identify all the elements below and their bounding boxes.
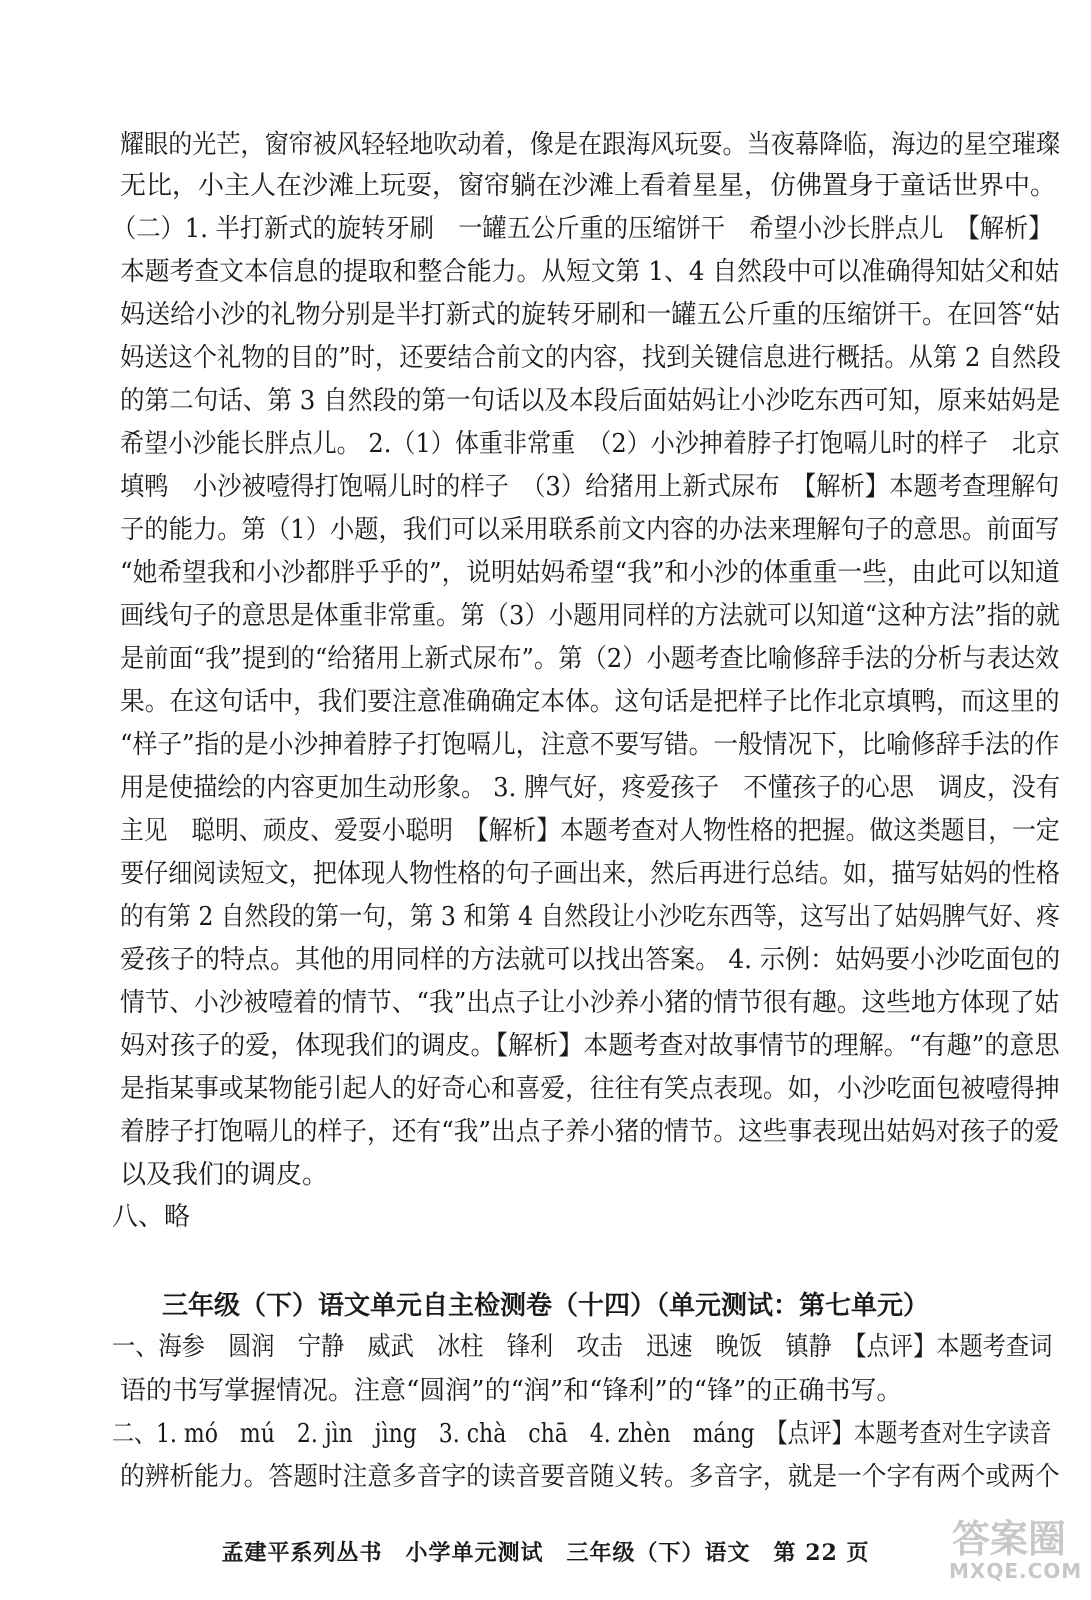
section-heading: 三年级（下）语文单元自主检测卷（十四）（单元测试：第七单元） <box>161 1291 929 1321</box>
text-line: 语的书写掌握情况。注意“圆润”的“润”和“锋利”的“锋”的正确书写。 <box>120 1376 903 1406</box>
text-line: 妈送这个礼物的目的”时，还要结合前文的内容，找到关键信息进行概括。从第 2 自然段 <box>120 343 1061 373</box>
text-line: 爱孩子的特点。其他的用同样的方法就可以找出答案。 4. 示例：姑妈要小沙吃面包的 <box>120 945 1061 975</box>
watermark-mark: 答案圈 <box>951 1517 1066 1561</box>
text-line: 的第二句话、第 3 自然段的第一句话以及本段后面姑妈让小沙吃东西可知，原来姑妈是 <box>120 386 1061 416</box>
text-line: 耀眼的光芒，窗帘被风轻轻地吹动着，像是在跟海风玩耍。当夜幕降临，海边的星空璀璨 <box>120 130 1060 160</box>
text-line: 的有第 2 自然段的第一句，第 3 和第 4 自然段让小沙吃东西等，这写出了姑妈脾气好、疼 <box>120 902 1060 932</box>
text-line: 画线句子的意思是体重非常重。第（3）小题用同样的方法就可以知道“这种方法”指的就 <box>120 601 1060 631</box>
text-line: 的辨析能力。答题时注意多音字的读音要音随义转。多音字，就是一个字有两个或两个 <box>120 1462 1060 1492</box>
text-line: 情节、小沙被噎着的情节、“我”出点子让小沙养小猪的情节很有趣。这些地方体现了姑 <box>120 988 1060 1018</box>
text-line: 着脖子打饱嗝儿的样子，还有“我”出点子养小猪的情节。这些事表现出姑妈对孩子的爱 <box>120 1117 1060 1147</box>
text-line: 子的能力。第（1）小题，我们可以采用联系前文内容的办法来理解句子的意思。前面写 <box>120 515 1060 545</box>
text-line: 妈对孩子的爱，体现我们的调皮。【解析】本题考查对故事情节的理解。“有趣”的意思 <box>120 1031 1060 1061</box>
text-line: 果。在这句话中，我们要注意准确确定本体。这句话是把样子比作北京填鸭，而这里的 <box>120 687 1060 717</box>
text-line: 要仔细阅读短文，把体现人物性格的句子画出来，然后再进行总结。如，描写姑妈的性格 <box>120 859 1060 889</box>
section-marker: 八、略 <box>112 1202 191 1232</box>
text-line: 无比，小主人在沙滩上玩耍，窗帘躺在沙滩上看着星星，仿佛置身于童话世界中。 <box>120 171 1057 201</box>
text-line: “样子”指的是小沙抻着脖子打饱嗝儿，注意不要写错。一般情况下，比喻修辞手法的作 <box>120 730 1060 760</box>
text-line: 是前面“我”提到的“给猪用上新式尿布”。第（2）小题考查比喻修辞手法的分析与表达效 <box>120 644 1060 674</box>
text-line: 妈送给小沙的礼物分别是半打新式的旋转牙刷和一罐五公斤重的压缩饼干。在回答“姑 <box>120 300 1061 330</box>
text-line: 本题考查文本信息的提取和整合能力。从短文第 1、4 自然段中可以准确得知姑父和姑 <box>120 257 1060 287</box>
page-footer: 孟建平系列丛书 小学单元测试 三年级（下）语文 第 22 页 <box>221 1540 870 1566</box>
text-line: （二）1. 半打新式的旋转牙刷 一罐五公斤重的压缩饼干 希望小沙长胖点儿 【解析】 <box>112 214 1053 244</box>
watermark-logo <box>949 1517 1083 1588</box>
text-line: 希望小沙能长胖点儿。 2.（1）体重非常重 （2）小沙抻着脖子打饱嗝儿时的样子 北京 <box>120 429 1061 459</box>
watermark-url: MXQE.COM <box>949 1559 1083 1583</box>
text-line: “她希望我和小沙都胖乎乎的”，说明姑妈希望“我”和小沙的体重重一些，由此可以知道 <box>120 558 1060 588</box>
text-line: 一、海参 圆润 宁静 威武 冰柱 锋利 攻击 迅速 晚饭 镇静 【点评】本题考查词 <box>112 1332 1053 1362</box>
text-line: 是指某事或某物能引起人的好奇心和喜爱，往往有笑点表现。如，小沙吃面包被噎得抻 <box>120 1074 1060 1104</box>
text-line: 二、1. mó mú 2. jìn jìng 3. chà chā 4. zhèn máng 【点评】本题考查对生字读音 <box>112 1419 1052 1449</box>
text-line: 主见 聪明、顽皮、爱耍小聪明 【解析】本题考查对人物性格的把握。做这类题目，一定 <box>120 816 1060 846</box>
text-line: 以及我们的调皮。 <box>120 1160 329 1190</box>
text-line: 填鸭 小沙被噎得打饱嗝儿时的样子 （3）给猪用上新式尿布 【解析】本题考查理解句 <box>120 472 1060 502</box>
text-line: 用是使描绘的内容更加生动形象。 3. 脾气好，疼爱孩子 不懂孩子的心思 调皮，没有 <box>120 773 1061 803</box>
